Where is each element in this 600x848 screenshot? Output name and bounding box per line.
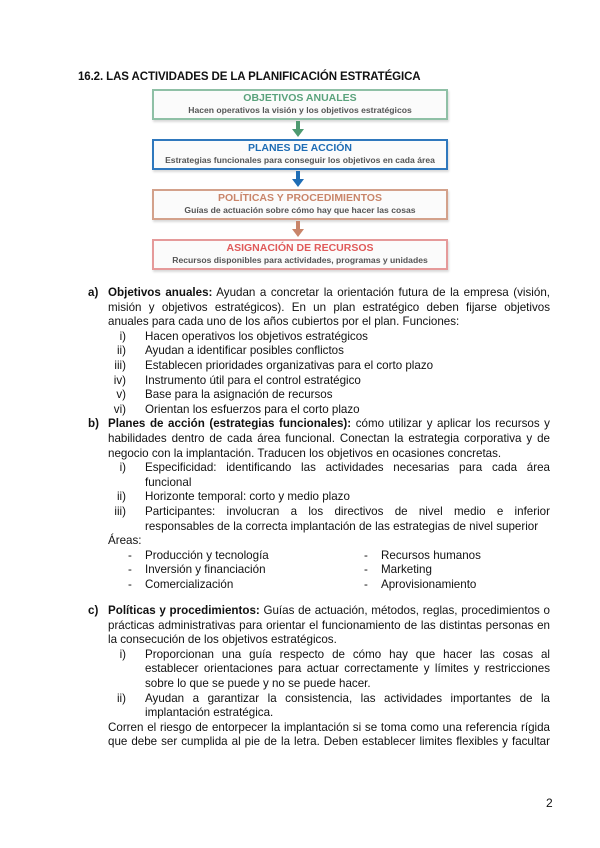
box-subtitle: Estrategias funcionales para conseguir los objetivos en cada área xyxy=(165,155,435,165)
dash: - xyxy=(128,563,132,577)
list-item: Horizonte temporal: corto y medio plazo xyxy=(145,490,350,504)
item-label-c: c) xyxy=(88,604,99,617)
list-item: establecer orientaciones para actuar correctamente y límites y restricciones xyxy=(145,662,550,676)
box-title: PLANES DE ACCIÓN xyxy=(247,142,353,154)
paragraph-line: prácticas administrativas para orientar el funcionamiento de las distintas personas en xyxy=(108,618,550,632)
list-numeral: iii) xyxy=(114,505,126,518)
area-item: Comercialización xyxy=(145,578,234,591)
area-item: Aprovisionamiento xyxy=(381,578,477,591)
list-item: Instrumento útil para el control estratégico xyxy=(145,373,361,387)
box-title: POLÍTICAS Y PROCEDIMIENTOS xyxy=(218,192,382,204)
list-numeral: i) xyxy=(119,647,126,661)
dash: - xyxy=(364,548,368,562)
paragraph-line xyxy=(108,286,550,300)
dash: - xyxy=(128,548,132,562)
list-numeral: ii) xyxy=(116,691,126,705)
paragraph-line xyxy=(108,604,550,618)
box-subtitle: Hacen operativos la visión y los objetivos estratégicos xyxy=(188,105,412,115)
list-item: responsables de la correcta implantación de las estrategias de nivel superior xyxy=(145,519,539,533)
list-numeral: ii) xyxy=(116,344,126,358)
dash: - xyxy=(364,578,368,591)
arrow-down-icon xyxy=(292,171,304,187)
box-subtitle: Guías de actuación sobre cómo hay que hacer las cosas xyxy=(184,205,416,215)
list-numeral: iii) xyxy=(114,359,126,372)
list-numeral: v) xyxy=(116,388,126,402)
bold-term: Políticas y procedimientos: xyxy=(108,604,260,617)
list-item: Ayudan a identificar posibles conflictos xyxy=(145,344,344,358)
list-item: Especificidad: identificando las actividades necesarias para cada área xyxy=(145,461,550,475)
arrow-down-icon xyxy=(292,221,304,237)
list-item: Establecen prioridades organizativas para el corto plazo xyxy=(145,359,434,372)
section-title: 16.2. LAS ACTIVIDADES DE LA PLANIFICACIÓN ESTRATÉGICA xyxy=(78,71,421,83)
list-item: Participantes: involucran a los directivos de nivel medio e inferior xyxy=(145,505,550,518)
paragraph-line: anuales para cada uno de los años cubiertos por el plan. Funciones: xyxy=(108,315,460,329)
area-item: Recursos humanos xyxy=(381,548,481,562)
diagram-box-politicas xyxy=(152,189,448,220)
list-item: Orientan los esfuerzos para el corto plazo xyxy=(145,402,360,416)
bold-term: Objetivos anuales: xyxy=(108,286,213,299)
dash: - xyxy=(364,563,368,577)
text: Ayudan a concretar la orientación futura de la empresa (visión, xyxy=(212,286,550,299)
paragraph-line xyxy=(108,417,550,431)
area-item: Inversión y financiación xyxy=(145,563,266,577)
text: Guías de actuación, métodos, reglas, procedimientos o xyxy=(259,604,550,617)
page-number: 2 xyxy=(546,796,553,810)
diagram-box-objetivos xyxy=(152,89,448,120)
areas-label: Áreas: xyxy=(108,534,142,548)
list-item: sobre lo que se puede y no se puede hacer. xyxy=(145,677,371,690)
paragraph-line: la consecución de los objetivos estratégicos. xyxy=(108,633,337,647)
list-numeral: i) xyxy=(119,461,126,475)
list-numeral: iv) xyxy=(113,373,126,387)
text: cómo utilizar y aplicar los recursos y xyxy=(351,417,550,431)
list-item: implantación estratégica. xyxy=(145,706,274,720)
list-item: Proporcionan una guía respecto de cómo hay que hacer las cosas al xyxy=(145,647,550,661)
area-item: Producción y tecnología xyxy=(145,548,269,562)
box-subtitle: Recursos disponibles para actividades, programas y unidades xyxy=(172,255,428,265)
diagram-box-recursos xyxy=(152,239,448,270)
bold-term: Planes de acción (estrategias funcionales): xyxy=(108,417,352,431)
diagram-box-planes xyxy=(152,139,448,170)
area-item: Marketing xyxy=(381,563,432,577)
list-item: Ayudan a garantizar la consistencia, las actividades importantes de la xyxy=(145,691,550,705)
box-title: OBJETIVOS ANUALES xyxy=(243,92,357,104)
dash: - xyxy=(128,578,132,591)
list-numeral: ii) xyxy=(116,490,126,504)
list-numeral: i) xyxy=(119,329,126,343)
paragraph-line: que debe ser cumplida al pie de la letra. Deben establecer limites flexibles y facultar xyxy=(108,735,550,749)
item-label-b: b) xyxy=(88,417,99,431)
paragraph-line: habilidades dentro de cada área funcional. Conectan la estrategia corporativa y de xyxy=(108,432,550,445)
list-numeral: vi) xyxy=(113,402,126,416)
list-item: Hacen operativos los objetivos estratégicos xyxy=(145,329,368,343)
list-item: funcional xyxy=(145,475,192,489)
box-title: ASIGNACIÓN DE RECURSOS xyxy=(226,242,374,254)
paragraph-line: Corren el riesgo de entorpecer la implantación si se toma como una referencia rígida xyxy=(108,720,550,734)
paragraph-line: negocio con la implantación. Traducen los objetivos en ocasiones concretas. xyxy=(108,446,502,460)
item-label-a: a) xyxy=(88,286,99,299)
paragraph-line: misión y objetivos estratégicos). En un plan estratégico deben fijarse objetivos xyxy=(108,300,550,314)
arrow-down-icon xyxy=(292,121,304,137)
list-item: Base para la asignación de recursos xyxy=(145,388,333,402)
